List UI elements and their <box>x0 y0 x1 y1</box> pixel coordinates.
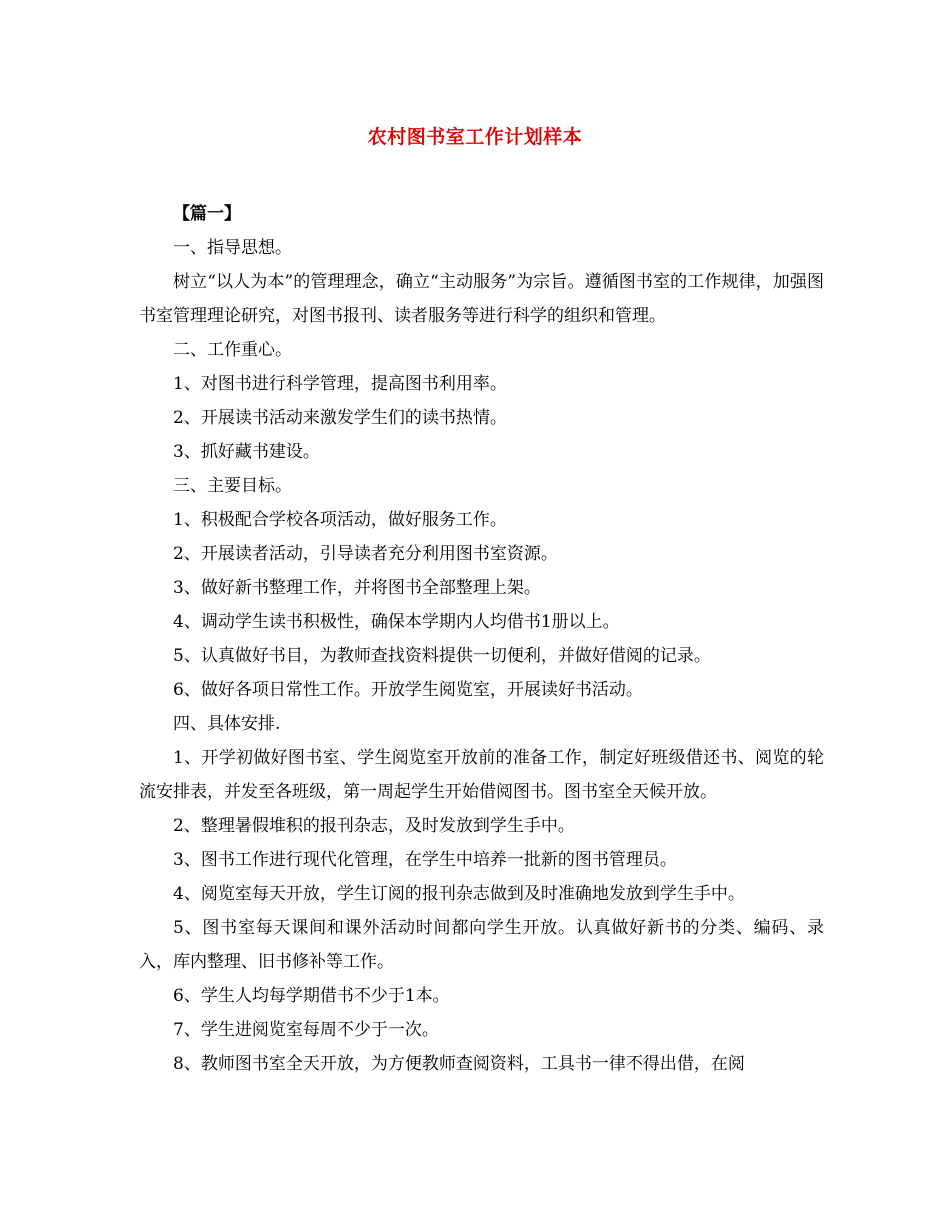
document-body <box>139 197 824 1081</box>
list-item: 1、对图书进行科学管理，提高图书利用率。 <box>173 374 507 394</box>
list-item: 2、开展读者活动，引导读者充分利用图书室资源。 <box>173 544 558 564</box>
list-item: 2、开展读书活动来激发学生们的读书热情。 <box>173 408 507 428</box>
section-label: 【篇一】 <box>173 204 241 224</box>
paragraph: 树立“以人为本”的管理理念，确立“主动服务”为宗旨。遵循图书室的工作规律，加强图书室管理理论研究，对图书报刊、读者服务等进行科学的组织和管理。 <box>139 272 824 326</box>
list-item: 1、积极配合学校各项活动，做好服务工作。 <box>173 510 507 530</box>
list-item: 1、开学初做好图书室、学生阅览室开放前的准备工作，制定好班级借还书、阅览的轮流安排表，并发至各班级，第一周起学生开始借阅图书。图书室全天候开放。 <box>139 748 824 802</box>
list-item: 5、认真做好书目，为教师查找资料提供一切便利，并做好借阅的记录。 <box>173 646 711 666</box>
list-item: 4、调动学生读书积极性，确保本学期内人均借书1册以上。 <box>173 612 620 632</box>
list-item: 8、教师图书室全天开放，为方便教师查阅资料，工具书一律不得出借，在阅 <box>173 1054 745 1074</box>
list-item: 7、学生进阅览室每周不少于一次。 <box>173 1020 439 1040</box>
list-item: 5、图书室每天课间和课外活动时间都向学生开放。认真做好新书的分类、编码、录入，库内整理、旧书修补等工作。 <box>139 918 824 972</box>
list-item: 6、做好各项日常性工作。开放学生阅览室，开展读好书活动。 <box>173 680 643 700</box>
list-item: 2、整理暑假堆积的报刊杂志，及时发放到学生手中。 <box>173 816 575 836</box>
heading-arrangements: 四、具体安排. <box>173 714 281 734</box>
heading-guiding-ideology: 一、指导思想。 <box>173 238 292 258</box>
list-item: 6、学生人均每学期借书不少于1本。 <box>173 986 450 1006</box>
document-title: 农村图书室工作计划样本 <box>367 126 583 148</box>
heading-work-focus: 二、工作重心。 <box>173 340 292 360</box>
list-item: 4、阅览室每天开放，学生订阅的报刊杂志做到及时准确地发放到学生手中。 <box>173 884 745 904</box>
list-item: 3、做好新书整理工作，并将图书全部整理上架。 <box>173 578 541 598</box>
heading-main-goals: 三、主要目标。 <box>173 476 292 496</box>
list-item: 3、图书工作进行现代化管理，在学生中培养一批新的图书管理员。 <box>173 850 677 870</box>
list-item: 3、抓好藏书建设。 <box>173 442 320 462</box>
